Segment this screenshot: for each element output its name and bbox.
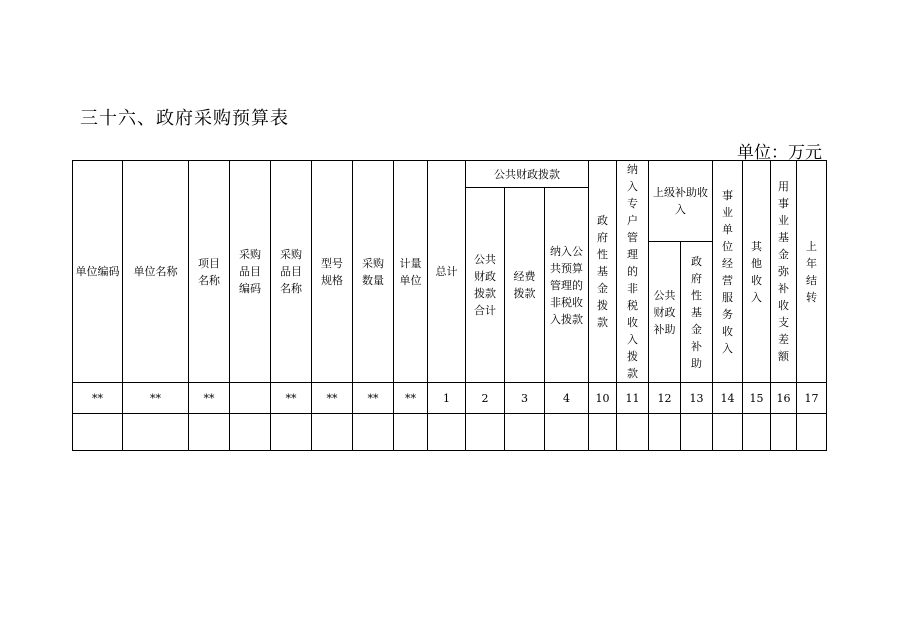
cell: ** [353, 383, 394, 414]
header-pf-nontax: 纳入公共预算管理的非税收入拨款 [545, 188, 589, 383]
cell: 11 [617, 383, 649, 414]
page-title: 三十六、政府采购预算表 [80, 108, 289, 129]
cell: ** [312, 383, 353, 414]
header-gov-fund: 政府性基金拨款 [589, 161, 617, 383]
cell: 17 [797, 383, 827, 414]
header-quantity: 采购数量 [353, 161, 394, 383]
cell: 16 [771, 383, 797, 414]
cell: ** [394, 383, 428, 414]
header-item-name: 采购品目名称 [271, 161, 312, 383]
cell: 10 [589, 383, 617, 414]
cell: 2 [466, 383, 505, 414]
header-sup-public: 公共财政补助 [649, 242, 681, 383]
header-business-income: 事业单位经营服务收入 [713, 161, 743, 383]
cell: 12 [649, 383, 681, 414]
cell: ** [73, 383, 123, 414]
header-pf-total: 公共财政拨款合计 [466, 188, 505, 383]
cell: 1 [428, 383, 466, 414]
header-model: 型号规格 [312, 161, 353, 383]
cell [230, 383, 271, 414]
header-project-name: 项目名称 [189, 161, 230, 383]
cell: ** [271, 383, 312, 414]
header-other-income: 其他收入 [743, 161, 771, 383]
header-public-finance: 公共财政拨款 [466, 161, 589, 188]
number-row [73, 383, 827, 414]
cell: ** [189, 383, 230, 414]
header-carryover: 上年结转 [797, 161, 827, 383]
empty-row [73, 414, 827, 451]
cell: 4 [545, 383, 589, 414]
cell: 15 [743, 383, 771, 414]
cell: 14 [713, 383, 743, 414]
header-fund-offset: 用事业基金弥补收支差额 [771, 161, 797, 383]
header-superior: 上级补助收入 [649, 161, 713, 242]
header-unit-name: 单位名称 [123, 161, 189, 383]
header-special-nontax: 纳入专户管理的非税收入拨款 [617, 161, 649, 383]
header-total: 总计 [428, 161, 466, 383]
cell: 13 [681, 383, 713, 414]
cell: 3 [505, 383, 545, 414]
header-sup-gov-fund: 政府性基金补助 [681, 242, 713, 383]
header-measure-unit: 计量单位 [394, 161, 428, 383]
procurement-budget-table [72, 160, 827, 451]
unit-label: 单位：万元 [737, 143, 822, 163]
header-unit-code: 单位编码 [73, 161, 123, 383]
cell: ** [123, 383, 189, 414]
header-item-code: 采购品目编码 [230, 161, 271, 383]
header-pf-funding: 经费拨款 [505, 188, 545, 383]
